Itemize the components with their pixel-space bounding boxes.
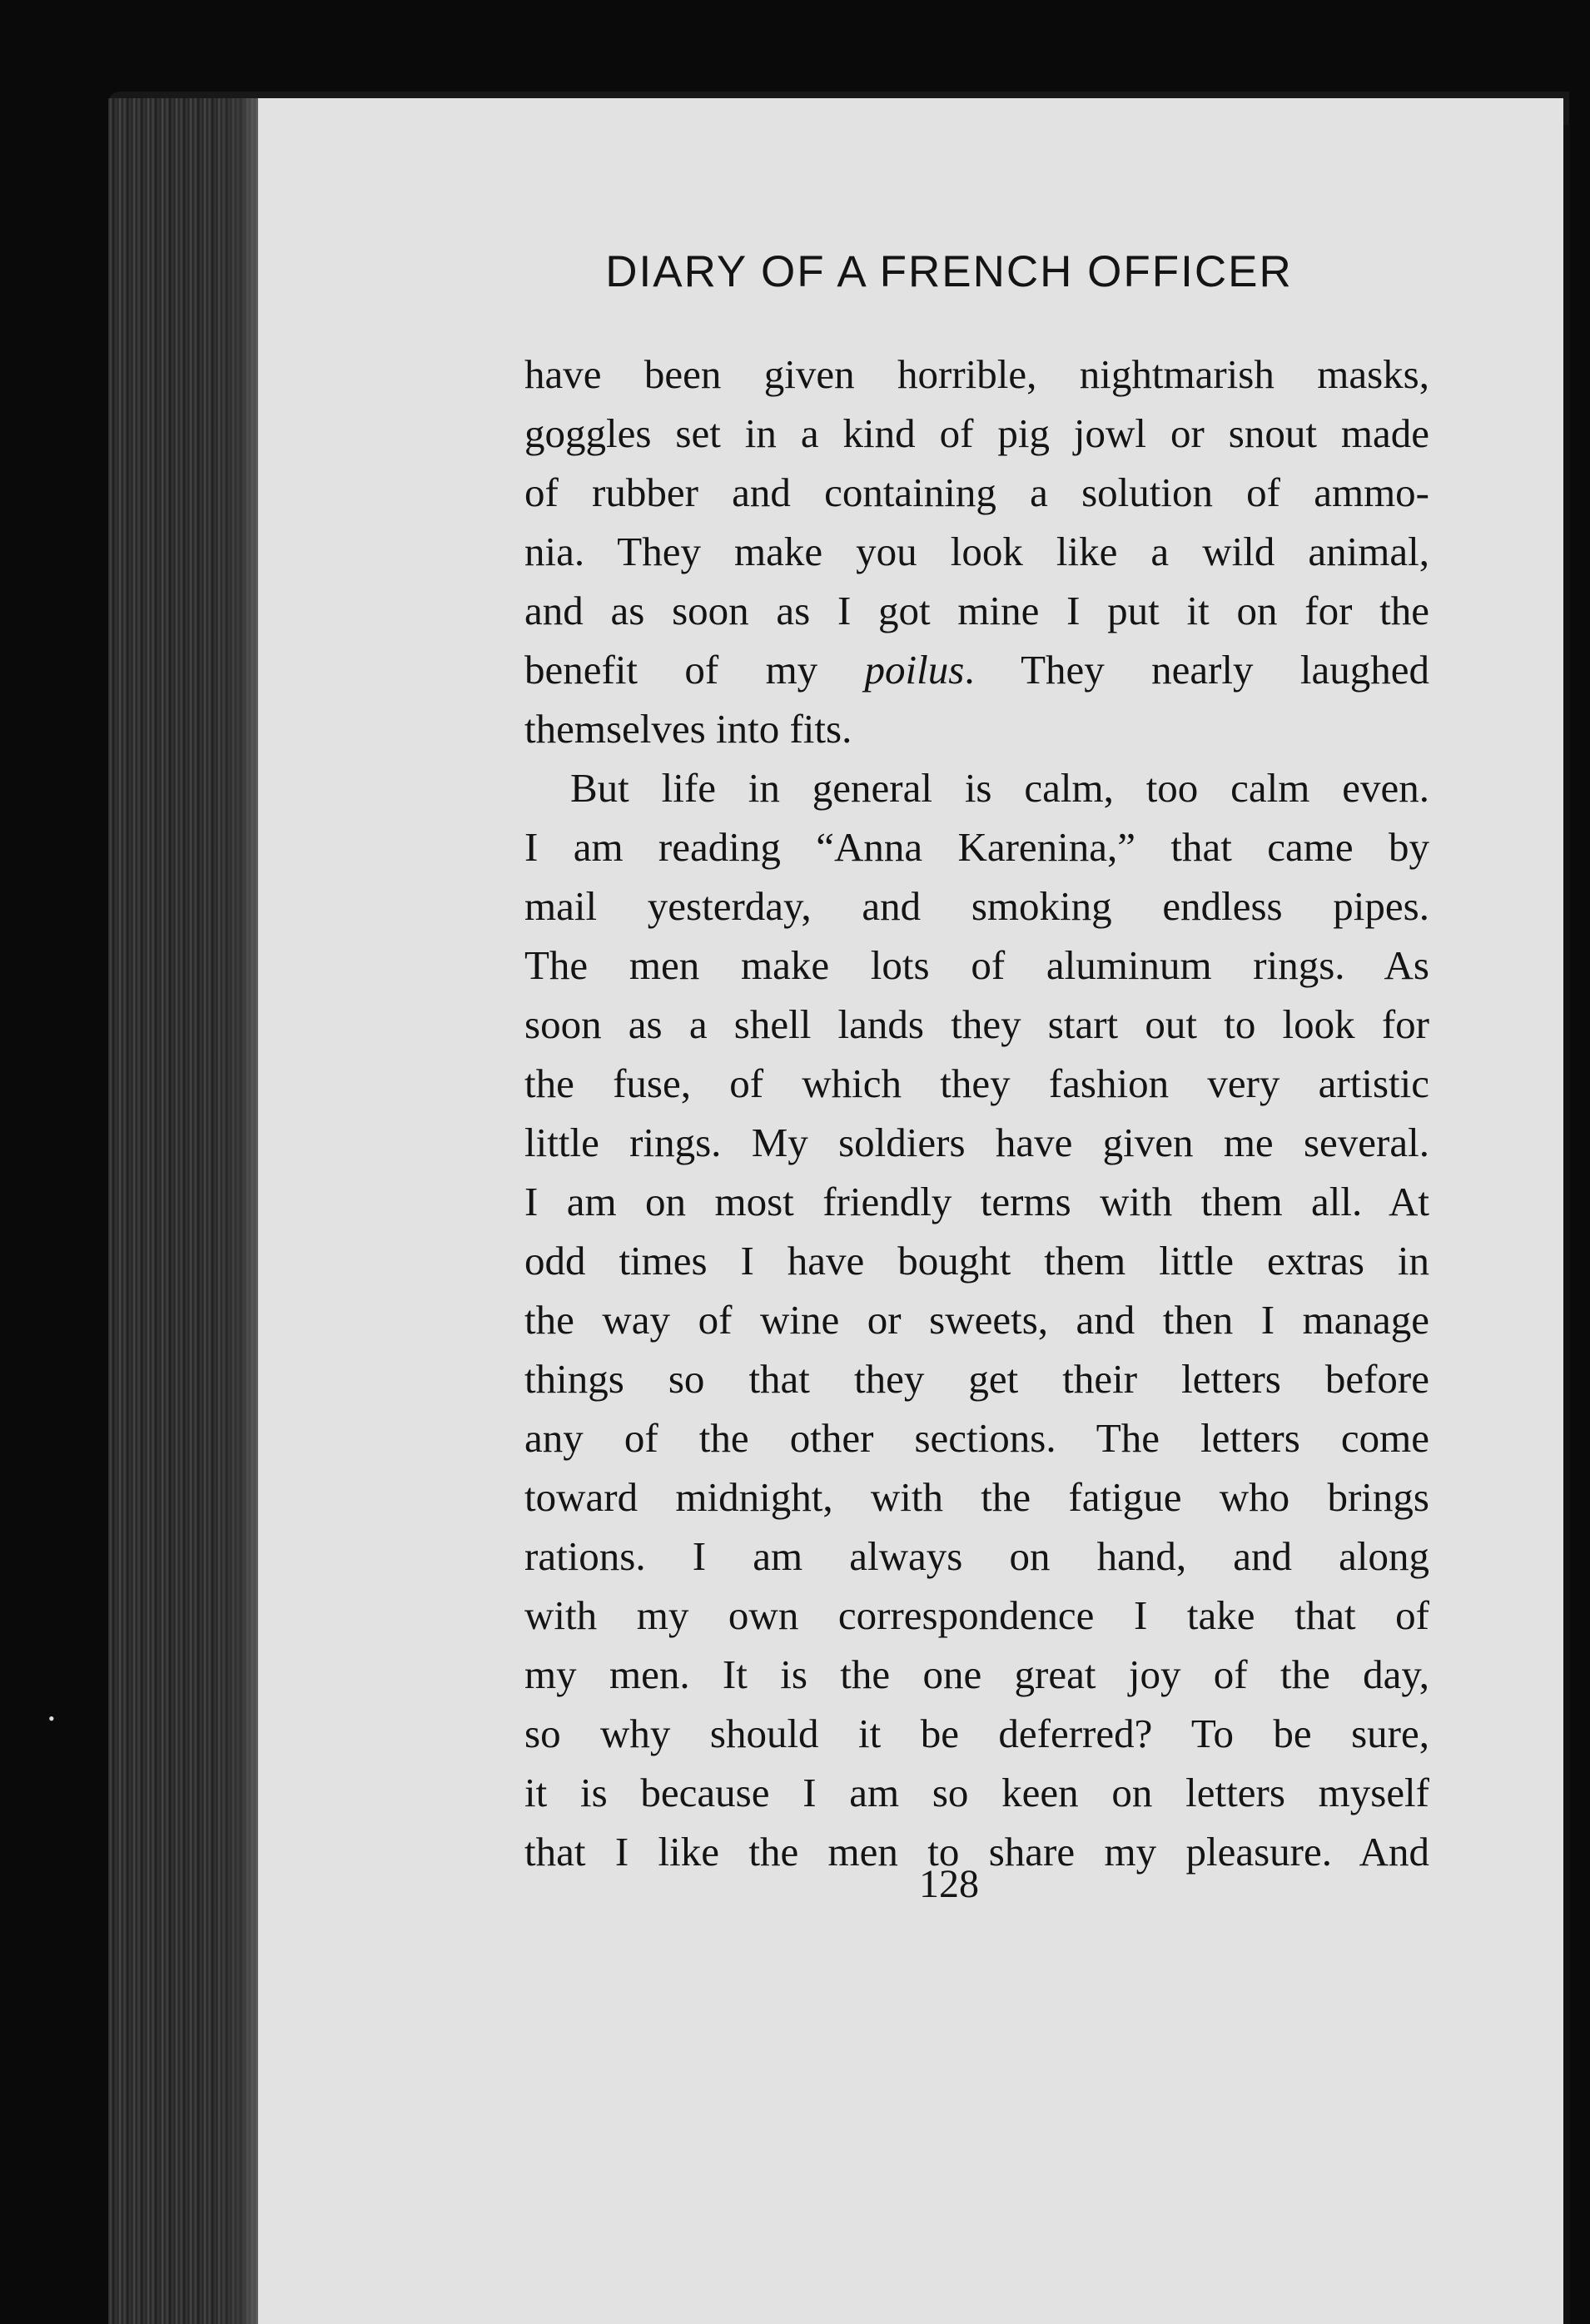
text-line: But life in general is calm, too calm even. [570,765,1429,811]
text-line: have been given horrible, nightmarish masks, [524,351,1429,397]
text-line: odd times I have bought them little extras in [524,1238,1429,1284]
text-line: with my own correspondence I take that of [524,1592,1429,1638]
text-line: soon as a shell lands they start out to look for [524,1001,1429,1047]
italic-word: poilus [864,647,965,693]
text-line: so why should it be deferred? To be sure, [524,1711,1429,1756]
text-line: mail yesterday, and smoking endless pipes. [524,883,1429,929]
text-line: toward midnight, with the fatigue who brings [524,1474,1429,1520]
page-number: 128 [919,1862,979,1906]
text-line: I am reading “Anna Karenina,” that came by [524,824,1429,870]
text-line: my men. It is the one great joy of the day, [524,1651,1429,1697]
text-run: benefit of my [524,647,865,693]
text-line [524,640,1429,699]
gutter-shadow [216,98,258,2324]
text-line: themselves into fits. [524,706,852,752]
text-line: goggles set in a kind of pig jowl or snout made [524,410,1429,456]
text-run: . They nearly laughed [964,647,1429,693]
text-line: nia. They make you look like a wild animal, [524,529,1429,574]
text-line: little rings. My soldiers have given me several. [524,1120,1429,1165]
facing-page-edge [1563,125,1570,2324]
running-head: DIARY OF A FRENCH OFFICER [605,247,1293,296]
text-line: and as soon as I got mine I put it on for the [524,588,1429,633]
text-line: that I like the men to share my pleasure. And [524,1829,1429,1875]
text-line: things so that they get their letters before [524,1356,1429,1402]
text-line: I am on most friendly terms with them all. At [524,1179,1429,1224]
page-body-text [524,345,1429,1881]
text-line: of rubber and containing a solution of ammo- [524,469,1429,515]
text-line: the fuse, of which they fashion very artistic [524,1060,1429,1106]
text-line: The men make lots of aluminum rings. As [524,942,1429,988]
dust-speck: • [48,1708,55,1729]
text-line: any of the other sections. The letters come [524,1415,1429,1461]
text-line: it is because I am so keen on letters myself [524,1770,1429,1815]
text-line: rations. I am always on hand, and along [524,1533,1429,1579]
text-line: the way of wine or sweets, and then I manage [524,1297,1429,1343]
